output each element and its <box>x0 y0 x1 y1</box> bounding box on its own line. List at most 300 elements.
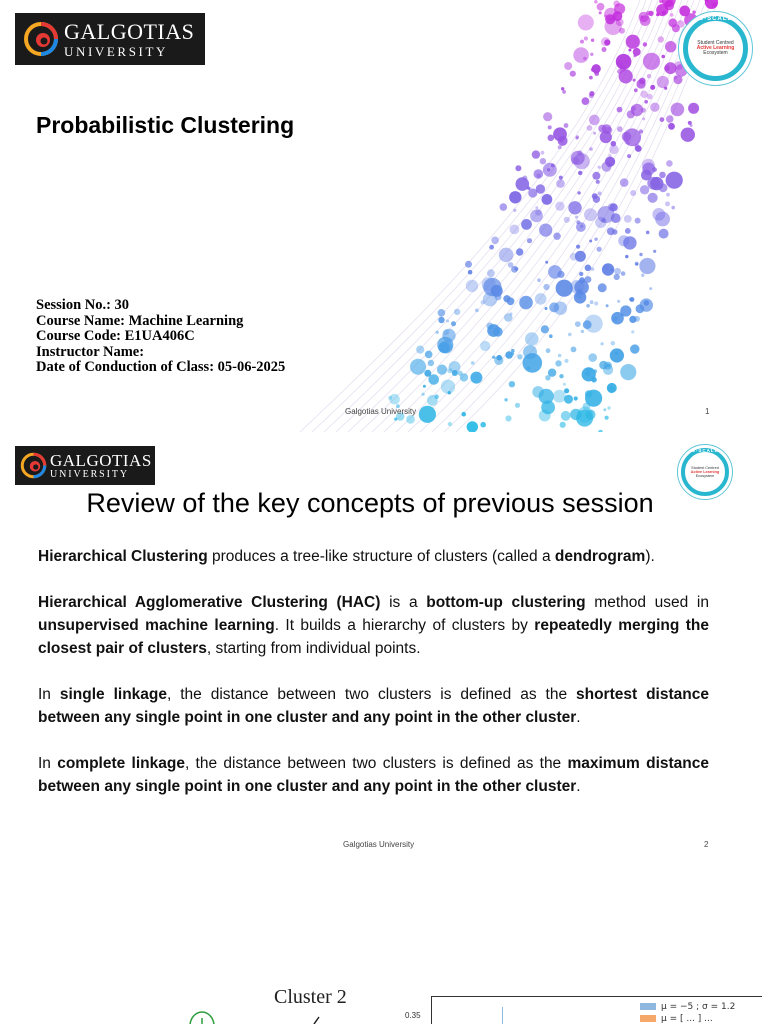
decorative-dot <box>627 110 635 118</box>
decorative-dot <box>599 361 608 370</box>
decorative-dot <box>468 270 473 275</box>
decorative-dot <box>553 127 567 141</box>
decorative-dot <box>644 300 650 306</box>
paragraph-text: produces a tree-like structure of clusters (called a <box>207 548 555 565</box>
decorative-dot <box>514 267 518 271</box>
decorative-dot <box>427 395 438 406</box>
logo-line-2: UNIVERSITY <box>50 468 129 480</box>
decorative-dot <box>643 42 647 46</box>
decorative-dot <box>594 238 597 241</box>
decorative-dot <box>659 172 666 179</box>
decorative-dot <box>630 190 636 196</box>
logo-line-2: UNIVERSITY <box>64 43 168 59</box>
decorative-dot <box>436 331 439 334</box>
decorative-dot <box>510 225 520 235</box>
decorative-dot <box>471 361 475 365</box>
decorative-dot <box>571 347 577 353</box>
badge-center-text <box>697 41 735 57</box>
decorative-dot <box>671 206 675 210</box>
bold-term: dendrogram <box>554 548 646 565</box>
decorative-dot <box>553 390 566 403</box>
decorative-dot <box>655 212 670 227</box>
decorative-dot <box>631 330 634 333</box>
decorative-dot <box>594 0 598 4</box>
decorative-dot <box>570 280 584 294</box>
decorative-dot <box>602 124 612 134</box>
decorative-dot <box>554 302 567 315</box>
decorative-dot <box>659 183 668 192</box>
badge-line: Active Learning <box>690 470 720 474</box>
decorative-dot <box>692 11 695 14</box>
decorative-dot <box>607 364 611 368</box>
logo-swirl-icon <box>23 21 59 57</box>
decorative-dot <box>597 3 605 11</box>
decorative-dot <box>543 163 557 177</box>
decorative-dot <box>635 263 638 266</box>
decorative-dot <box>574 396 578 400</box>
decorative-dot <box>475 309 479 313</box>
decorative-dot <box>564 62 572 70</box>
decorative-dot <box>633 48 641 56</box>
decorative-dot <box>671 103 685 117</box>
decorative-dot <box>559 176 563 180</box>
paragraph-text: method used in <box>585 594 710 611</box>
decorative-dot <box>578 171 582 175</box>
paragraph-text: , the distance between two clusters is defined as the <box>184 755 568 772</box>
decorative-dot <box>534 169 544 179</box>
decorative-dot <box>668 123 675 130</box>
decorative-dot <box>643 53 660 70</box>
galgotias-logo <box>15 446 155 485</box>
decorative-dot <box>525 332 539 346</box>
session-info <box>36 298 285 376</box>
paragraph-text: In <box>38 686 60 703</box>
decorative-dot <box>626 141 630 145</box>
footer-center: Galgotias University <box>343 840 415 849</box>
decorative-dot <box>601 342 604 345</box>
decorative-dot <box>601 218 605 222</box>
bold-term: shortest distance between any single point in one cluster and any point in the other cluster <box>38 686 709 726</box>
decorative-dot <box>665 62 677 74</box>
decorative-dot <box>624 215 632 223</box>
review-paragraph <box>38 545 709 568</box>
decorative-dot <box>577 407 593 423</box>
decorative-dot <box>614 274 620 280</box>
decorative-dot <box>628 49 631 52</box>
decorative-dot <box>665 201 670 206</box>
decorative-dot <box>577 191 580 194</box>
decorative-dot <box>579 272 583 276</box>
decorative-dot <box>440 341 453 354</box>
decorative-dot <box>507 297 515 305</box>
decorative-dot <box>598 166 601 169</box>
review-body <box>38 545 709 821</box>
decorative-dot <box>641 274 644 277</box>
decorative-dot <box>623 236 636 249</box>
decorative-dot <box>516 177 530 191</box>
badge-line: Ecosystem <box>695 473 715 478</box>
decorative-dot <box>574 153 590 169</box>
decorative-dot <box>590 300 594 304</box>
decorative-dot <box>535 206 538 209</box>
page-number: 1 <box>705 407 710 416</box>
decorative-dot <box>556 179 565 188</box>
decorative-dot <box>594 302 598 306</box>
decorative-dot <box>641 108 646 113</box>
legend-label: μ = −5 ; σ = 1.2 <box>661 1002 736 1012</box>
decorative-dot <box>610 268 613 271</box>
decorative-dot <box>657 76 669 88</box>
decorative-dot <box>536 184 545 193</box>
decorative-dot <box>482 277 496 291</box>
decorative-dot <box>639 253 642 256</box>
decorative-dot <box>589 91 594 96</box>
decorative-dot <box>542 194 553 205</box>
paragraph-text: , starting from individual points. <box>206 640 421 657</box>
decorative-dot <box>564 388 569 393</box>
badge-line: Student Centred <box>697 39 734 46</box>
decorative-dot <box>585 371 590 376</box>
bold-term: maximum distance between any single point in one cluster and any point in the other cluster <box>38 755 709 795</box>
decorative-dot <box>511 349 515 353</box>
decorative-dot <box>611 341 616 346</box>
paragraph-text: In <box>38 755 58 772</box>
decorative-dot <box>535 209 542 216</box>
review-paragraph <box>38 683 709 729</box>
decorative-dot <box>591 39 594 42</box>
decorative-dot <box>505 351 513 359</box>
bold-term: Hierarchical Agglomerative Clustering (HAC) <box>38 594 381 611</box>
decorative-dot <box>419 406 436 423</box>
decorative-dot <box>448 422 452 426</box>
decorative-dot <box>556 280 573 297</box>
slide-title: Probabilistic Clustering <box>36 112 295 138</box>
badge-arc-text: G-SCALE <box>691 448 719 453</box>
paragraph-text: , the distance between two clusters is defined as the <box>167 686 576 703</box>
decorative-dot <box>705 0 718 9</box>
decorative-dot <box>644 100 648 104</box>
decorative-dot <box>688 121 692 125</box>
decorative-dot <box>619 69 633 83</box>
decorative-dot <box>546 348 551 353</box>
decorative-dot <box>612 229 618 235</box>
bold-term: bottom-up clustering <box>426 594 586 611</box>
decorative-dot <box>543 284 549 290</box>
decorative-dot <box>423 385 426 388</box>
decorative-dot <box>640 185 649 194</box>
decorative-dot <box>509 312 512 315</box>
review-paragraph <box>38 591 709 660</box>
decorative-dot <box>545 261 548 264</box>
decorative-dot <box>642 117 645 120</box>
decorative-dot <box>568 201 581 214</box>
decorative-dot <box>656 13 659 16</box>
slide-3-partial <box>0 868 768 1024</box>
legend-swatch <box>640 1015 656 1022</box>
decorative-dot <box>454 309 460 315</box>
decorative-dot <box>673 75 677 79</box>
decorative-dot <box>652 167 657 172</box>
decorative-dot <box>504 398 507 401</box>
decorative-dot <box>487 324 500 337</box>
legend-swatch <box>640 1003 656 1010</box>
decorative-dot <box>562 90 566 94</box>
decorative-dot <box>662 11 666 15</box>
decorative-dot <box>564 123 569 128</box>
decorative-dot <box>565 359 569 363</box>
slide-2 <box>0 434 768 866</box>
decorative-dot <box>593 132 596 135</box>
review-paragraph <box>38 752 709 798</box>
decorative-dot <box>416 346 424 354</box>
decorative-dot <box>540 158 546 164</box>
decorative-dot <box>613 11 623 21</box>
decorative-dot <box>584 36 588 40</box>
decorative-dot <box>599 11 602 14</box>
decorative-dot <box>620 364 636 380</box>
decorative-dot <box>592 193 598 199</box>
class-date: Date of Conduction of Class: 05-06-2025 <box>36 359 286 375</box>
decorative-dot <box>555 360 561 366</box>
decorative-dot <box>394 418 397 421</box>
decorative-dot <box>598 430 603 432</box>
decorative-dot <box>560 422 566 428</box>
decorative-dot <box>487 269 495 277</box>
decorative-dot <box>648 11 653 16</box>
decorative-dot <box>535 293 547 305</box>
decorative-dot <box>664 87 667 90</box>
decorative-dot <box>664 1 674 11</box>
decorative-dot <box>593 369 597 373</box>
decorative-dot <box>666 115 674 123</box>
decorative-dot <box>598 283 607 292</box>
decorative-dot <box>661 55 665 59</box>
paragraph-text: ). <box>645 548 655 565</box>
decorative-dot <box>422 393 425 396</box>
chart-legend <box>640 1002 735 1024</box>
decorative-dot <box>545 307 548 310</box>
decorative-dot <box>591 377 597 383</box>
decorative-dot <box>568 333 572 337</box>
y-axis-tick: 0.35 <box>405 1011 421 1020</box>
decorative-dot <box>647 94 653 100</box>
decorative-dot <box>609 145 618 154</box>
decorative-dot <box>561 87 564 90</box>
decorative-dot <box>555 202 564 211</box>
decorative-dot <box>660 117 665 122</box>
decorative-dot <box>516 248 523 255</box>
decorative-dot <box>513 209 516 212</box>
page-number: 2 <box>704 840 709 849</box>
decorative-dot <box>410 359 426 375</box>
decorative-dot <box>633 79 636 82</box>
decorative-dot <box>665 41 676 52</box>
decorative-dot <box>659 229 669 239</box>
decorative-dot <box>649 287 652 290</box>
decorative-dot <box>573 47 589 63</box>
decorative-dot <box>470 372 482 384</box>
decorative-dot <box>389 394 400 405</box>
course-name: Course Name: Machine Learning <box>36 312 244 329</box>
decorative-dot <box>582 97 590 105</box>
decorative-dot <box>543 112 552 121</box>
decorative-dot <box>592 172 600 180</box>
decorative-dot <box>500 203 508 211</box>
decorative-dot <box>578 15 594 31</box>
decorative-dot <box>636 79 645 88</box>
decorative-dot <box>559 374 563 378</box>
decorative-dot <box>553 233 560 240</box>
course-code: Course Code: E1UA406C <box>36 328 195 344</box>
decorative-dot <box>480 341 490 351</box>
decorative-dot <box>603 408 606 411</box>
decorative-dot <box>606 304 609 307</box>
decorative-dot <box>527 238 532 243</box>
decorative-dot <box>575 216 578 219</box>
decorative-dot <box>406 415 415 424</box>
decorative-dot <box>558 145 562 149</box>
decorative-dot <box>681 128 695 142</box>
decorative-dot <box>603 264 609 270</box>
decorative-dot <box>588 353 597 362</box>
decorative-dot <box>438 309 446 317</box>
decorative-dot <box>509 191 521 203</box>
decorative-dot <box>666 160 673 167</box>
decorative-dot <box>563 383 566 386</box>
decorative-dot <box>587 125 593 131</box>
decorative-dot <box>519 296 533 310</box>
decorative-dot <box>639 129 643 133</box>
paragraph-text: is a <box>380 594 427 611</box>
decorative-dot <box>594 71 599 76</box>
decorative-dot <box>646 231 650 235</box>
decorative-dot <box>491 237 499 245</box>
decorative-dot <box>580 40 584 44</box>
bold-term: complete linkage <box>57 755 185 772</box>
session-number: Session No.: 30 <box>36 297 130 313</box>
decorative-dot <box>515 165 521 171</box>
decorative-dot <box>617 300 620 303</box>
bold-term: repeatedly merging the closest pair of clusters <box>38 617 709 657</box>
decorative-dot <box>428 374 439 385</box>
decorative-dot <box>621 271 626 276</box>
decorative-dot <box>446 320 449 323</box>
decorative-dot <box>610 203 618 211</box>
bold-term: single linkage <box>59 686 167 703</box>
decorative-dot <box>570 71 576 77</box>
badge-center-text <box>691 466 719 478</box>
decorative-dot <box>585 276 592 283</box>
decorative-dot <box>591 267 595 271</box>
decorative-dot <box>605 416 609 420</box>
decorative-dot <box>489 245 494 250</box>
paragraph-text: . <box>576 778 581 795</box>
decorative-dot <box>521 219 532 230</box>
decorative-dot <box>635 145 642 152</box>
decorative-dot <box>584 208 597 221</box>
decorative-dot <box>558 354 562 358</box>
decorative-dot <box>650 85 655 90</box>
decorative-dot <box>581 330 584 333</box>
logo-line-1: GALGOTIAS <box>64 18 195 44</box>
decorative-dot <box>532 150 540 158</box>
decorative-dot <box>575 137 578 140</box>
decorative-dot <box>639 258 655 274</box>
decorative-dot <box>613 0 619 6</box>
badge-line: Student Centred <box>691 466 719 471</box>
decorative-dot <box>467 421 478 432</box>
footer-center: Galgotias University <box>345 407 417 416</box>
decorative-dot <box>515 403 520 408</box>
decorative-dot <box>505 415 511 421</box>
decorative-dot <box>629 316 636 323</box>
decorative-dot <box>580 225 583 228</box>
badge-line: Active Learning <box>696 44 735 51</box>
decorative-dot <box>617 126 623 132</box>
logo-line-1: GALGOTIAS <box>50 450 152 470</box>
decorative-dot <box>597 247 602 252</box>
decorative-dot <box>658 36 664 42</box>
decorative-dot <box>615 352 618 355</box>
decorative-dot <box>601 37 610 46</box>
decorative-dot <box>589 240 592 243</box>
decorative-dot <box>625 255 628 258</box>
decorative-dot <box>441 380 455 394</box>
decorative-dot <box>548 369 556 377</box>
decorative-dot <box>517 354 522 359</box>
gscale-badge <box>678 11 753 86</box>
decorative-dot <box>492 356 495 359</box>
decorative-dot <box>576 245 580 249</box>
bold-term: unsupervised machine learning <box>38 617 275 634</box>
decorative-dot <box>461 412 466 417</box>
decorative-dot <box>617 107 623 113</box>
galgotias-logo <box>15 13 205 65</box>
decorative-dot <box>539 224 552 237</box>
decorative-dot <box>610 348 624 362</box>
decorative-dot <box>442 329 455 342</box>
paragraph-text: . <box>576 709 581 726</box>
decorative-dot <box>598 191 602 195</box>
legend-entry <box>640 1002 735 1012</box>
decorative-dot <box>589 76 593 80</box>
decorative-dot <box>620 178 629 187</box>
cluster-mark-icon <box>310 1014 324 1024</box>
decorative-dot <box>548 125 552 129</box>
decorative-dot <box>607 163 612 168</box>
decorative-dot <box>557 271 564 278</box>
badge-line: Ecosystem <box>703 50 728 57</box>
decorative-dot <box>499 248 514 263</box>
decorative-dot <box>619 28 625 34</box>
slide-title: Review of the key concepts of previous session <box>86 488 654 518</box>
decorative-dot <box>670 13 674 17</box>
decorative-dot <box>532 386 544 398</box>
decorative-dot <box>627 154 631 158</box>
decorative-dot <box>437 365 447 375</box>
decorative-dot <box>640 91 647 98</box>
decorative-dot <box>541 325 549 333</box>
decorative-dot <box>666 193 670 197</box>
decorative-dot <box>541 151 545 155</box>
decorative-dot <box>589 147 593 151</box>
decorative-dot <box>585 315 603 333</box>
paragraph-text: . It builds a hierarchy of clusters by <box>274 617 535 634</box>
decorative-dot <box>613 316 618 321</box>
decorative-dot <box>650 103 659 112</box>
decorative-dot <box>496 355 502 361</box>
decorative-dot <box>608 386 616 394</box>
